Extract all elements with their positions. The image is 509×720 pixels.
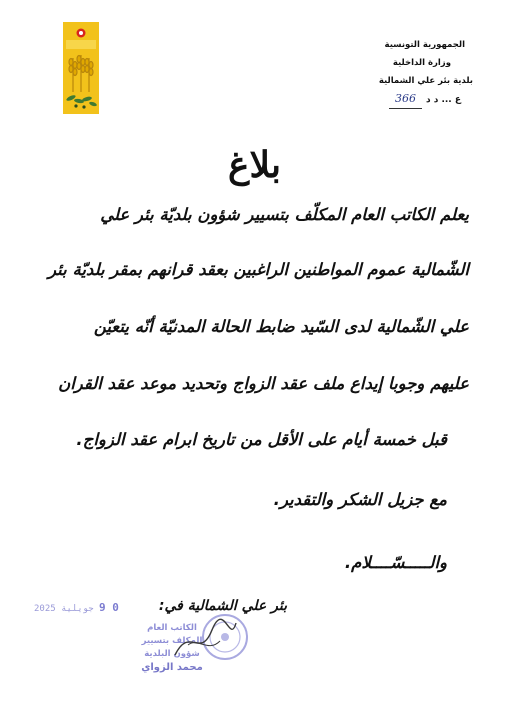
logo-caption-band [66,40,96,49]
document-title [0,144,509,186]
body-line: عليهم وجوبا إيداع ملف عقد الزواج وتحديد موعد عقد القران [58,374,469,393]
place-date-label: بئر علي الشمالية في: [158,598,287,614]
stamp-role: المكلف بتسيير شؤون البلدية [141,636,203,659]
salutation-text: والـــــسّــــلام. [344,553,447,572]
municipality-name: بلدية بئر علي الشمالية [378,76,473,86]
date-stamp-day: 0 9 [99,601,119,614]
document-title-text: بلاغ [228,144,281,186]
body-line: يعلم الكاتب العام المكلّف بتسيير شؤون بلديّة بئر علي [100,205,469,224]
stamp-title: الكاتب العام [147,623,197,633]
ministry-name: وزارة الداخلية [392,58,451,68]
stamp-name: محمد الزواي [141,662,203,673]
date-stamp-year: 2025 [34,604,56,614]
wheat-olive-emblem-icon [63,22,99,114]
signature-scribble-icon [170,615,240,665]
date-stamp [34,601,119,614]
header-block [323,36,473,109]
date-stamp-month: جويلية [61,604,94,614]
body-line: قبل خمسة أيام على الأقل من تاريخ ابرام عقد الزواج. [76,430,447,449]
republic-name: الجمهورية التونسية [384,40,465,50]
body-line: علي الشّمالية لدى السّيد ضابط الحالة المدنيّة أنّه يتعيّن [93,317,469,336]
closing-text: مع جزيل الشكر والتقدير. [273,490,447,509]
reference-label: ع ... د د [425,95,461,105]
body-line: الشّمالية عموم المواطنين الراغبين بعقد قرانهم بمقر بلديّة بئر [48,260,469,279]
reference-number [323,90,461,109]
reference-handwritten-number: 366 [389,90,422,109]
